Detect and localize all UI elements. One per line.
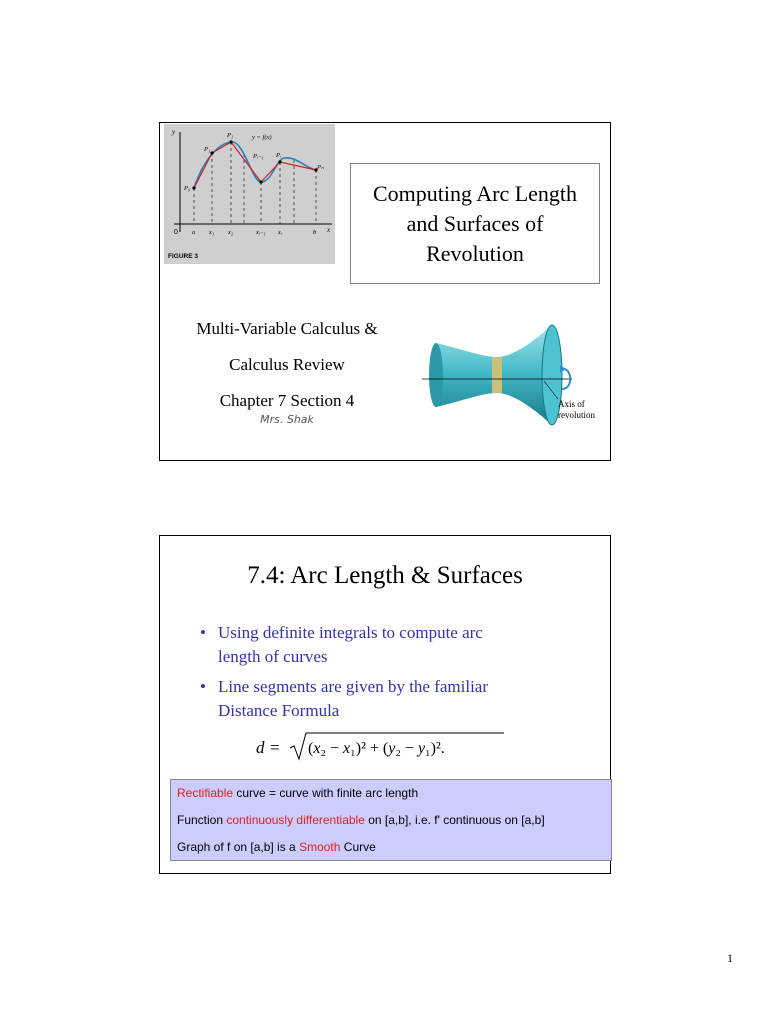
chapter-label: Chapter 7 Section 4	[219, 391, 355, 410]
svg-text:Pᵢ₋₁: Pᵢ₋₁	[253, 153, 264, 160]
course-info	[160, 311, 414, 426]
author-name: Mrs. Shak	[260, 413, 314, 426]
svg-text:P₂: P₂	[227, 132, 234, 139]
slide1-title-box	[350, 163, 600, 284]
surface-of-revolution-image	[422, 303, 602, 433]
title-slide	[159, 122, 611, 461]
svg-text:d: d	[256, 738, 265, 757]
distance-formula	[256, 730, 516, 764]
definitions-box	[170, 779, 612, 861]
title-line-1: Computing Arc Length	[372, 180, 578, 206]
svg-text:xᵢ: xᵢ	[278, 229, 282, 236]
svg-text:a: a	[192, 229, 196, 236]
course-line-1: Multi-Variable Calculus &	[196, 319, 378, 338]
definition-rectifiable: Rectifiable curve = curve with finite arc length	[177, 786, 419, 800]
svg-text:(x₂ − x₁)² + (y₂ − y₁)².: (x₂ − x₁)² + (y₂ − y₁)².	[308, 740, 445, 757]
svg-text:b: b	[313, 229, 317, 236]
y-axis-label: y	[172, 128, 176, 136]
svg-text:xᵢ₋₁: xᵢ₋₁	[256, 229, 266, 236]
figure-caption: FIGURE 3	[168, 253, 198, 260]
arc-length-slide	[159, 535, 611, 874]
bullet-list	[200, 621, 560, 729]
svg-text:P₁: P₁	[204, 146, 211, 153]
figure-3-arc-length-graph	[164, 124, 335, 264]
fx-label: y = f(x)	[252, 134, 272, 141]
definition-smooth-curve: Graph of f on [a,b] is a Smooth Curve	[177, 840, 376, 854]
svg-text:P₀: P₀	[184, 185, 191, 192]
axis-label-line-1: Axis of	[558, 399, 585, 409]
title-line-2: and Surfaces of	[406, 210, 544, 236]
svg-text:=: =	[270, 738, 280, 757]
bullet-1: • Using definite integrals to compute arc length of curves	[200, 621, 560, 669]
svg-text:Pᵢ: Pᵢ	[276, 152, 281, 159]
x-axis-label: x	[327, 226, 331, 234]
bullet-2: • Line segments are given by the familiar Distance Formula	[200, 675, 560, 723]
title-line-3: Revolution	[426, 240, 524, 266]
origin-label: 0	[174, 229, 178, 236]
definition-continuously-differentiable: Function continuously differentiable on [a,b], i.e. f' continuous on [a,b]	[177, 813, 545, 827]
slide2-title: 7.4: Arc Length & Surfaces	[247, 562, 523, 589]
page-number: 1	[727, 951, 733, 965]
svg-text:x₂: x₂	[228, 229, 234, 236]
course-line-2: Calculus Review	[229, 355, 345, 374]
svg-text:Pₙ: Pₙ	[317, 164, 324, 171]
axis-label-line-2: revolution	[558, 410, 595, 420]
svg-text:x₁: x₁	[209, 229, 215, 236]
